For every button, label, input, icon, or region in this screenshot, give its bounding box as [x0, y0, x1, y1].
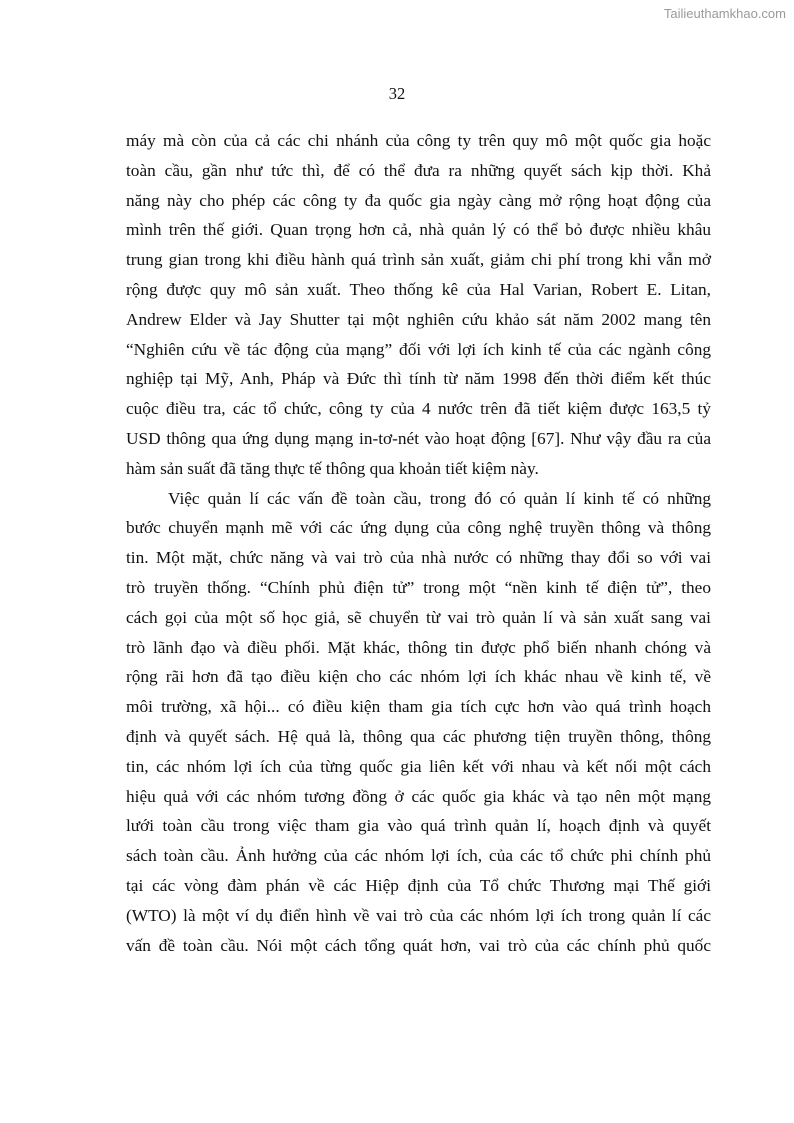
- text-line: lưới toàn cầu trong việc tham gia vào quá trình quản lí, hoạch định và quyết: [126, 816, 711, 836]
- text-line: mình trên thế giới. Quan trọng hơn cả, nhà quản lý có thể bỏ được nhiều khâu: [126, 220, 711, 240]
- text-line: hiệu quả với các nhóm tương đồng ở các quốc gia khác và tạo nên một mạng: [126, 786, 711, 806]
- text-line: (WTO) là một ví dụ điển hình về vai trò của các nhóm lợi ích trong quản lí các: [126, 905, 711, 925]
- text-line: sách toàn cầu. Ảnh hưởng của các nhóm lợi ích, của các tổ chức phi chính phủ: [126, 846, 711, 866]
- text-line: hàm sản suất đã tăng thực tế thông qua khoản tiết kiệm này.: [126, 458, 539, 478]
- text-line: USD thông qua ứng dụng mạng in-tơ-nét vào hoạt động [67]. Như vậy đầu ra của: [126, 428, 711, 448]
- text-line: Andrew Elder và Jay Shutter tại một nghiên cứu khảo sát năm 2002 mang tên: [126, 309, 711, 329]
- watermark: Tailieuthamkhao.com: [663, 6, 786, 21]
- text-line: toàn cầu, gần như tức thì, để có thể đưa ra những quyết sách kịp thời. Khả: [126, 160, 711, 180]
- text-line: trung gian trong khi điều hành quá trình sản xuất, giảm chi phí trong khi vẫn mở: [126, 250, 711, 270]
- text-line: vấn đề toàn cầu. Nói một cách tổng quát hơn, vai trò của các chính phủ quốc: [126, 935, 711, 955]
- text-line: tại các vòng đàm phán về các Hiệp định của Tổ chức Thương mại Thế giới: [126, 875, 711, 895]
- text-line: trò truyền thống. “Chính phủ điện tử” trong một “nền kinh tế điện tử”, theo: [126, 577, 711, 597]
- text-line: bước chuyển mạnh mẽ với các ứng dụng của công nghệ truyền thông và thông: [126, 518, 711, 538]
- text-line: Việc quản lí các vấn đề toàn cầu, trong đó có quản lí kinh tế có những: [168, 488, 711, 508]
- text-line: máy mà còn của cả các chi nhánh của công ty trên quy mô một quốc gia hoặc: [126, 131, 711, 150]
- text-line: nghiệp tại Mỹ, Anh, Pháp và Đức thì tính từ năm 1998 đến thời điểm kết thúc: [126, 369, 711, 389]
- text-line: định và quyết sách. Hệ quả là, thông qua các phương tiện truyền thông, thông: [126, 726, 711, 746]
- text-line: “Nghiên cứu về tác động của mạng” đối với lợi ích kinh tế của các ngành công: [126, 339, 711, 359]
- text-line: cách gọi của một số học giả, sẽ chuyển từ vai trò quản lí và sản xuất sang vai: [126, 607, 711, 627]
- text-line: môi trường, xã hội... có điều kiện tham gia tích cực hơn vào quá trình hoạch: [126, 697, 711, 717]
- text-line: cuộc điều tra, các tổ chức, công ty của 4 nước trên đã tiết kiệm được 163,5 tỷ: [126, 399, 711, 419]
- body-text: [126, 126, 711, 960]
- text-line: tin, các nhóm lợi ích của từng quốc gia liên kết với nhau và kết nối một cách: [126, 756, 711, 776]
- text-line: trò lãnh đạo và điều phối. Mặt khác, thông tin được phổ biến nhanh chóng và: [126, 637, 711, 657]
- text-line: rộng được quy mô sản xuất. Theo thống kê của Hal Varian, Robert E. Litan,: [126, 279, 711, 299]
- text-line: rộng rãi hơn đã tạo điều kiện cho các nhóm lợi ích khác nhau về kinh tế, về: [126, 667, 711, 687]
- text-line: năng này cho phép các công ty đa quốc gia ngày càng mở rộng hoạt động của: [126, 190, 711, 210]
- page-number: 32: [388, 84, 406, 103]
- text-line: tin. Một mặt, chức năng và vai trò của nhà nước có những thay đổi so với vai: [126, 548, 711, 568]
